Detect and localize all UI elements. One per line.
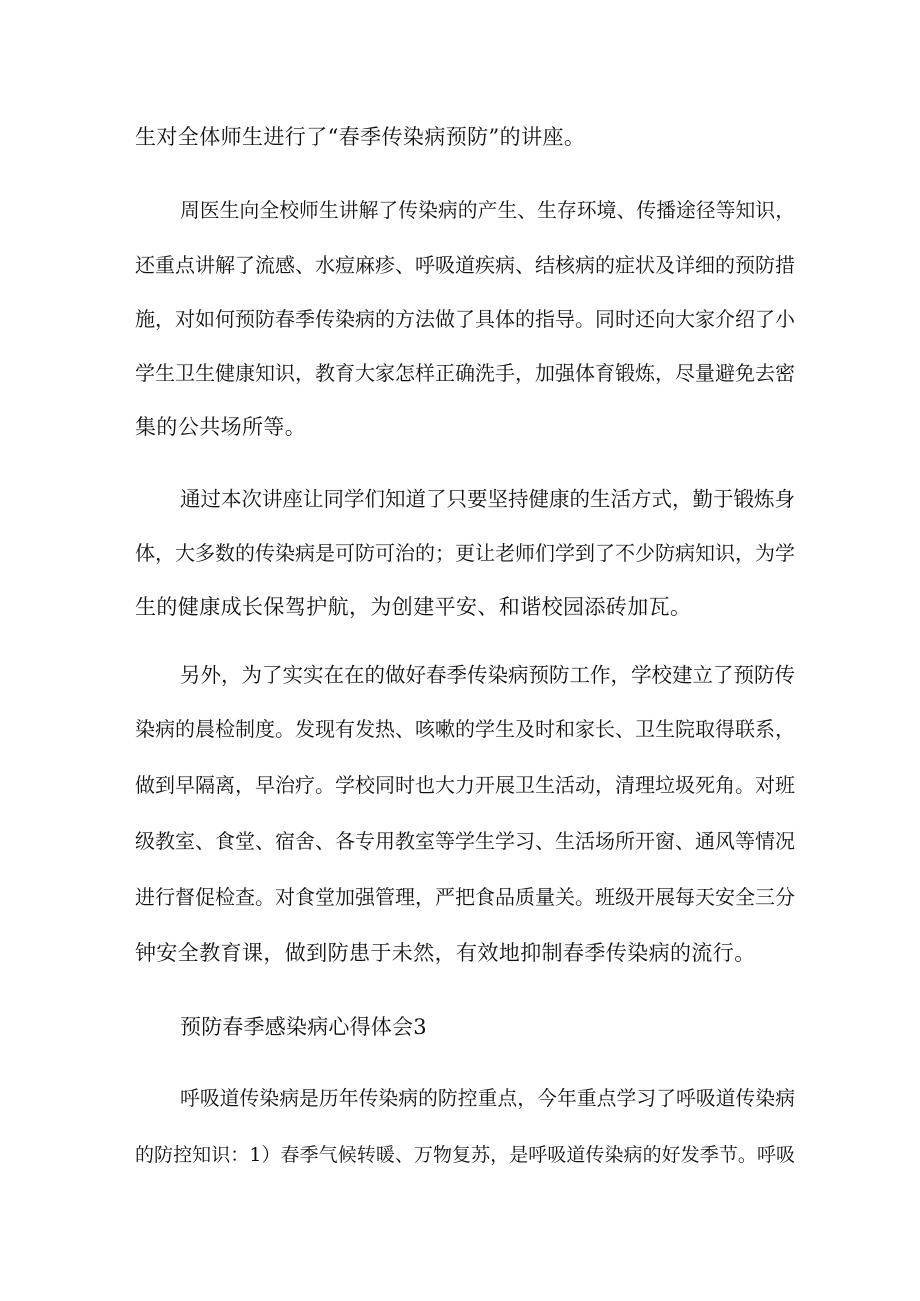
- paragraph-line: 通过本次讲座让同学们知道了只要坚持健康的生活方式，勤于锻炼身: [180, 487, 795, 511]
- paragraph-line: 生的健康成长保驾护航，为创建平安、和谐校园添砖加瓦。: [135, 595, 692, 619]
- paragraph-line: 体，大多数的传染病是可防可治的；更让老师们学到了不少防病知识，为学: [135, 541, 795, 565]
- paragraph-line: 呼吸道传染病是历年传染病的防控重点，今年重点学习了呼吸道传染病: [180, 1087, 795, 1110]
- paragraph-line: 做到早隔离，早治疗。学校同时也大力开展卫生活动，清理垃圾死角。对班: [135, 773, 795, 797]
- paragraph-line: 生对全体师生进行了“春季传染病预防”的讲座。: [135, 125, 586, 149]
- paragraph-line: 还重点讲解了流感、水痘麻疹、呼吸道疾病、结核病的症状及详细的预防措: [135, 253, 795, 277]
- paragraph-line: 进行督促检查。对食堂加强管理，严把食品质量关。班级开展每天安全三分: [135, 885, 795, 909]
- paragraph-line: 施，对如何预防春季传染病的方法做了具体的指导。同时还向大家介绍了小: [135, 307, 795, 331]
- paragraph-line: 学生卫生健康知识，教育大家怎样正确洗手，加强体育锻炼，尽量避免去密: [135, 361, 795, 385]
- paragraph-line: 的防控知识：1）春季气候转暖、万物复苏，是呼吸道传染病的好发季节。呼吸: [135, 1144, 795, 1166]
- paragraph-line: 集的公共场所等。: [135, 415, 307, 439]
- paragraph-line: 另外，为了实实在在的做好春季传染病预防工作，学校建立了预防传: [180, 663, 795, 687]
- paragraph-line: 钟安全教育课，做到防患于未然，有效地抑制春季传染病的流行。: [135, 941, 756, 965]
- section-heading: 预防春季感染病心得体会3: [180, 1015, 427, 1039]
- paragraph-line: 级教室、食堂、宿舍、各专用教室等学生学习、生活场所开窗、通风等情况: [135, 829, 795, 853]
- paragraph-line: 染病的晨检制度。发现有发热、咳嗽的学生及时和家长、卫生院取得联系，: [135, 717, 795, 741]
- paragraph-line: 周医生向全校师生讲解了传染病的产生、生存环境、传播途径等知识，: [180, 199, 795, 222]
